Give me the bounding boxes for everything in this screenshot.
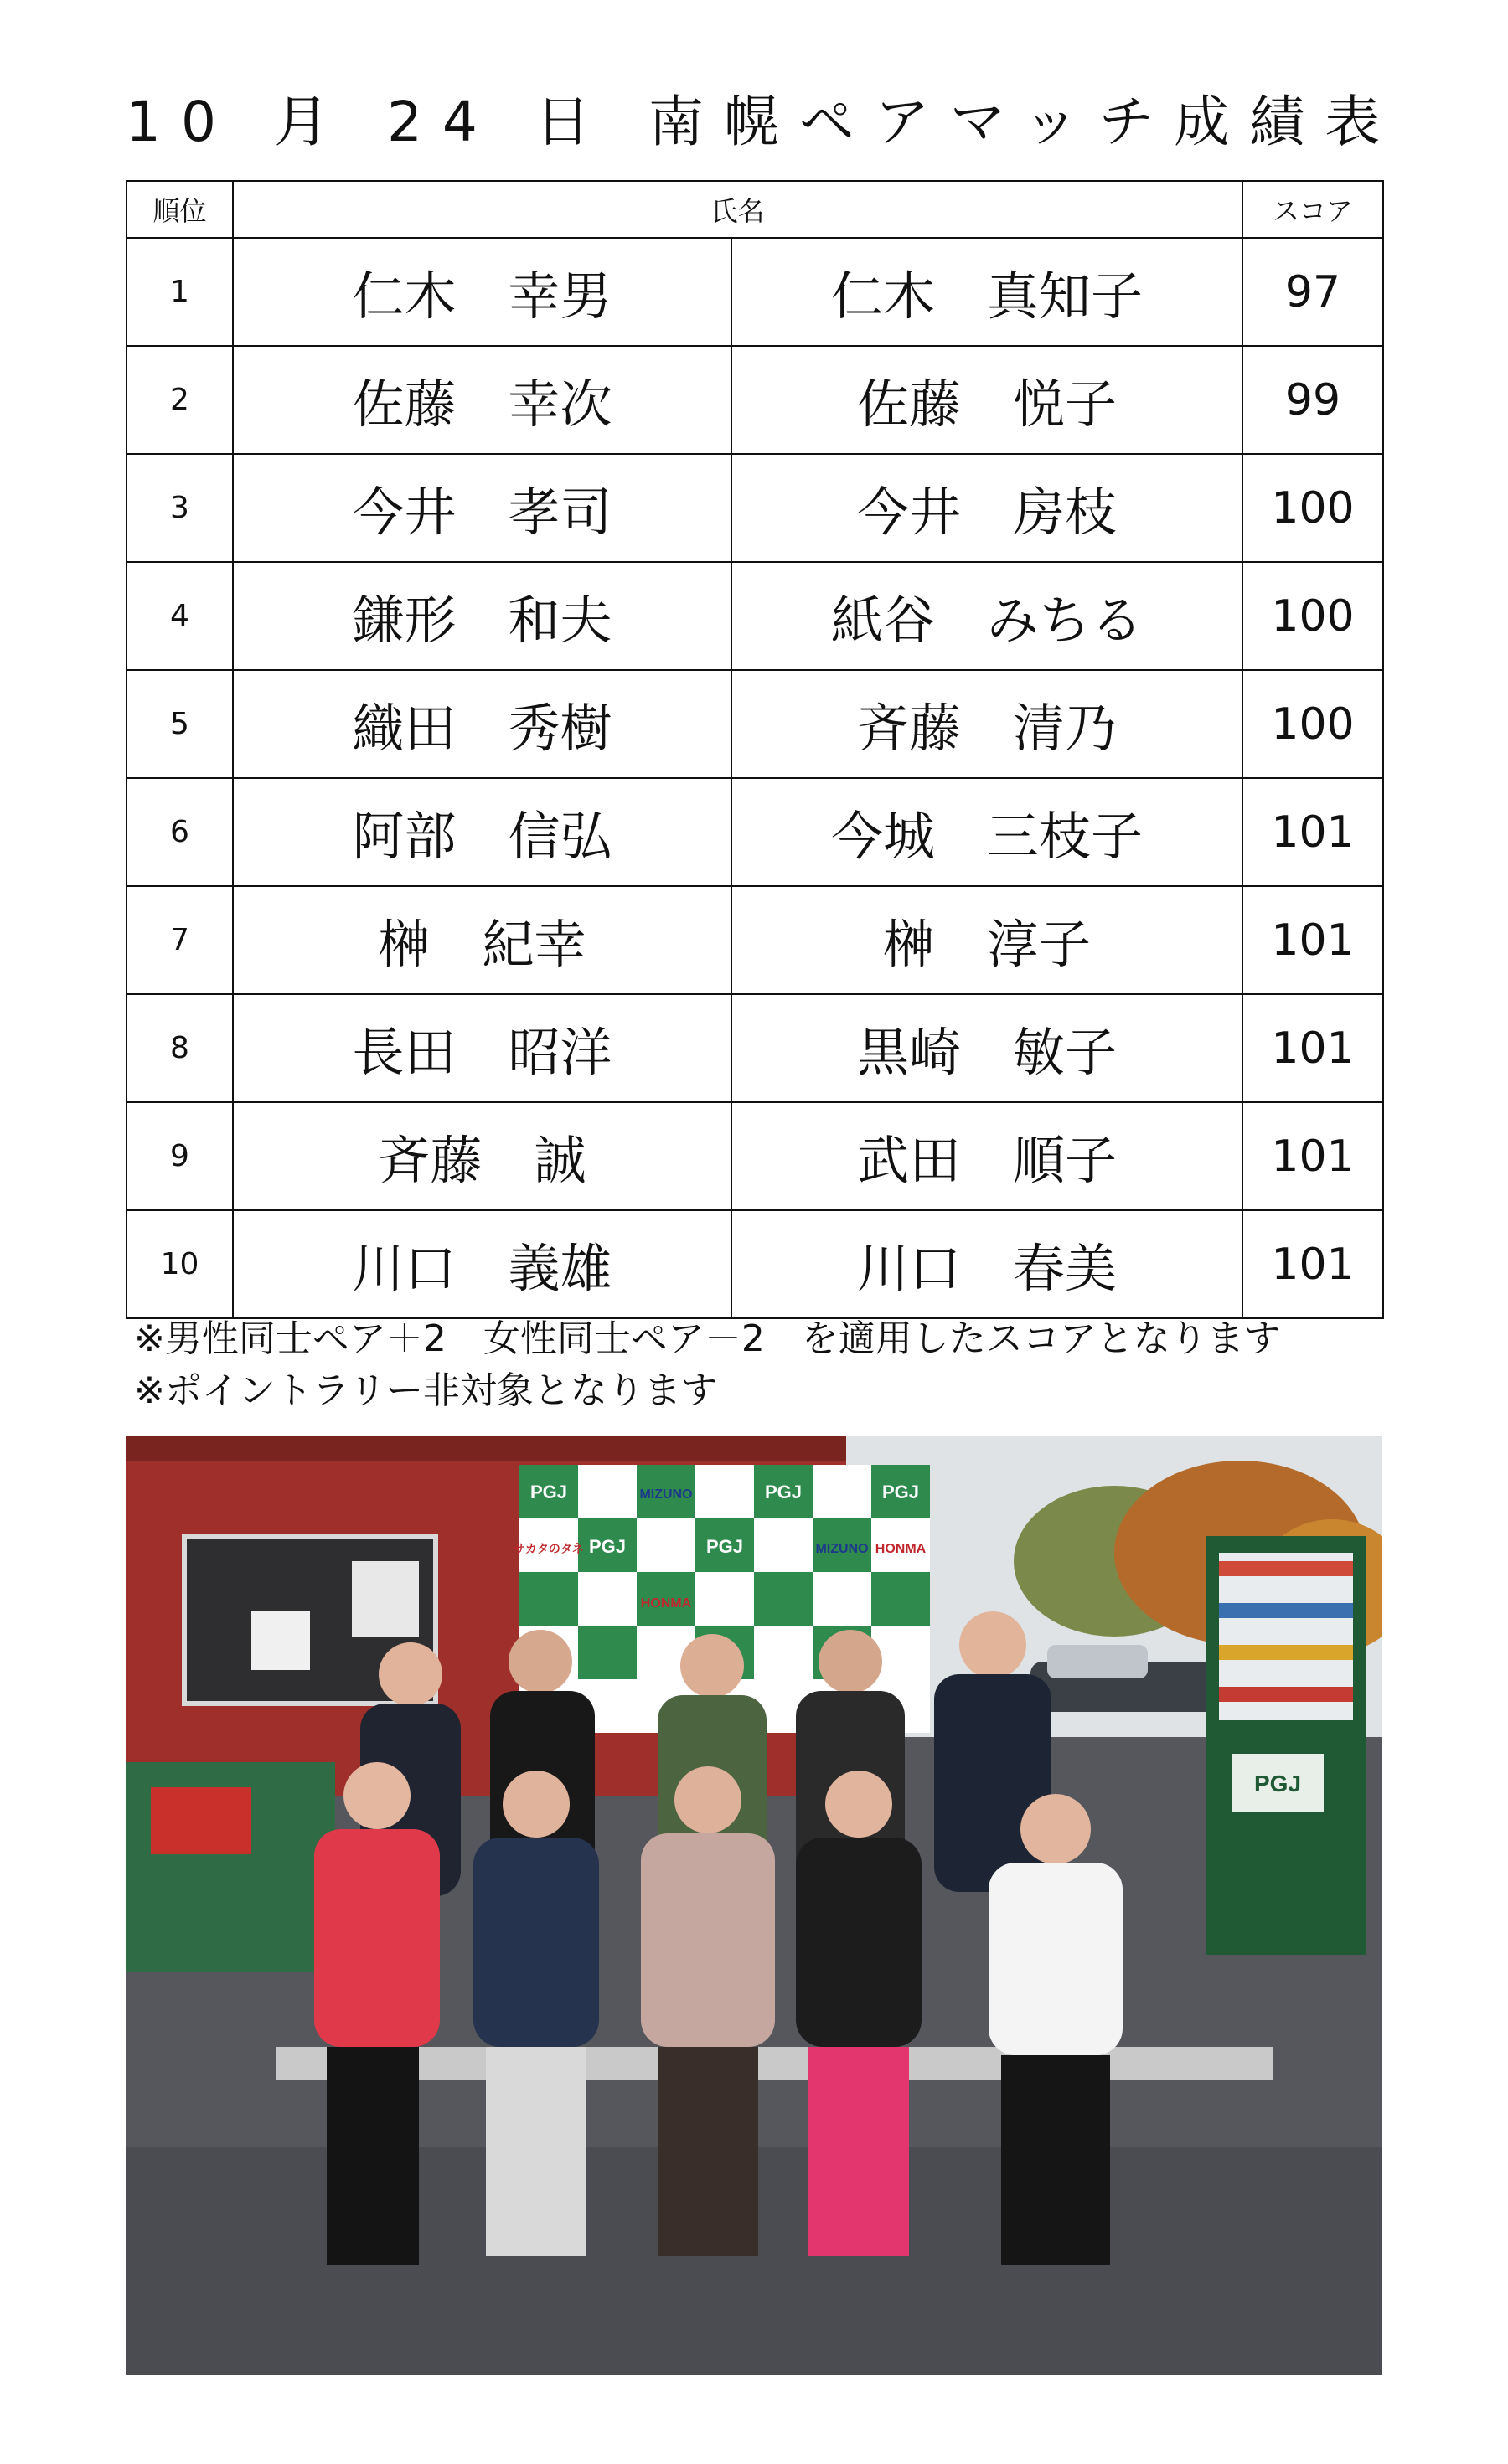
building-roof — [126, 1436, 846, 1461]
parked-car — [1047, 1645, 1148, 1678]
player1-cell: 斉藤 誠 — [233, 1102, 731, 1210]
group-photo-illustration — [126, 1436, 1382, 2375]
player1-cell: 阿部 信弘 — [233, 778, 731, 886]
bench — [276, 2047, 1273, 2080]
table-row — [127, 778, 1383, 886]
score-cell: 100 — [1242, 670, 1383, 778]
table-row — [127, 454, 1383, 562]
score-cell: 97 — [1242, 238, 1383, 346]
table-row — [127, 1102, 1383, 1210]
rank-cell: 3 — [127, 454, 233, 562]
score-cell: 101 — [1242, 994, 1383, 1102]
table-row — [127, 238, 1383, 346]
backdrop-logo: HONMA — [640, 1596, 692, 1611]
table-row — [127, 346, 1383, 454]
player2-cell: 仁木 真知子 — [731, 238, 1242, 346]
player2-cell: 佐藤 悦子 — [731, 346, 1242, 454]
table-row — [127, 670, 1383, 778]
table-header-row — [127, 181, 1383, 238]
player2-cell: 今井 房枝 — [731, 454, 1242, 562]
group-photo — [126, 1436, 1382, 2375]
backdrop-logo: PGJ — [588, 1536, 627, 1557]
backdrop-logo: PGJ — [764, 1482, 803, 1503]
player2-cell: 川口 春美 — [731, 1210, 1242, 1318]
player2-cell: 斉藤 清乃 — [731, 670, 1242, 778]
score-cell: 99 — [1242, 346, 1383, 454]
rank-cell: 8 — [127, 994, 233, 1102]
score-header: スコア — [1242, 181, 1383, 238]
score-cell: 101 — [1242, 1210, 1383, 1318]
score-cell: 101 — [1242, 778, 1383, 886]
player2-cell: 紙谷 みちる — [731, 562, 1242, 670]
player1-cell: 川口 義雄 — [233, 1210, 731, 1318]
rank-cell: 4 — [127, 562, 233, 670]
red-bag — [151, 1787, 251, 1854]
backdrop-logo: HONMA — [875, 1542, 927, 1556]
table-row — [127, 886, 1383, 994]
backdrop-logo: サカタのタネ — [514, 1543, 584, 1556]
player1-cell: 榊 紀幸 — [233, 886, 731, 994]
player2-cell: 黒崎 敏子 — [731, 994, 1242, 1102]
table-row — [127, 1210, 1383, 1318]
rank-header: 順位 — [127, 181, 233, 238]
backdrop-logo: MIZUNO — [639, 1487, 693, 1502]
score-cell: 100 — [1242, 454, 1383, 562]
notes — [134, 1313, 1441, 1417]
player2-cell: 武田 順子 — [731, 1102, 1242, 1210]
note-handicap: ※男性同士ペア＋2 女性同士ペア－2 を適用したスコアとなります — [134, 1317, 1281, 1360]
note-point-rally: ※ポイントラリー非対象となります — [134, 1369, 718, 1412]
rank-cell: 6 — [127, 778, 233, 886]
table-row — [127, 562, 1383, 670]
rank-cell: 10 — [127, 1210, 233, 1318]
player2-cell: 今城 三枝子 — [731, 778, 1242, 886]
player1-cell: 織田 秀樹 — [233, 670, 731, 778]
player1-cell: 長田 昭洋 — [233, 994, 731, 1102]
table-row — [127, 994, 1383, 1102]
backdrop-logo: PGJ — [529, 1482, 568, 1503]
rank-cell: 1 — [127, 238, 233, 346]
rank-cell: 2 — [127, 346, 233, 454]
vending-machine-logo: PGJ — [1253, 1771, 1302, 1796]
results-table — [126, 180, 1384, 1319]
player1-cell: 仁木 幸男 — [233, 238, 731, 346]
backdrop-logo: PGJ — [705, 1536, 744, 1557]
score-cell: 100 — [1242, 562, 1383, 670]
score-cell: 101 — [1242, 1102, 1383, 1210]
backdrop-logo: MIZUNO — [815, 1542, 869, 1556]
posted-notice — [251, 1611, 310, 1670]
player1-cell: 今井 孝司 — [233, 454, 731, 562]
score-cell: 101 — [1242, 886, 1383, 994]
rank-cell: 5 — [127, 670, 233, 778]
rank-cell: 7 — [127, 886, 233, 994]
backdrop-logo: PGJ — [881, 1482, 920, 1503]
vending-machine — [1206, 1536, 1366, 1955]
rank-cell: 9 — [127, 1102, 233, 1210]
page-title: 10 月 24 日 南幌ペアマッチ成績表 — [126, 90, 1401, 154]
player2-cell: 榊 淳子 — [731, 886, 1242, 994]
player1-cell: 鎌形 和夫 — [233, 562, 731, 670]
player1-cell: 佐藤 幸次 — [233, 346, 731, 454]
posted-notice — [352, 1561, 419, 1637]
names-header: 氏名 — [233, 181, 1242, 238]
